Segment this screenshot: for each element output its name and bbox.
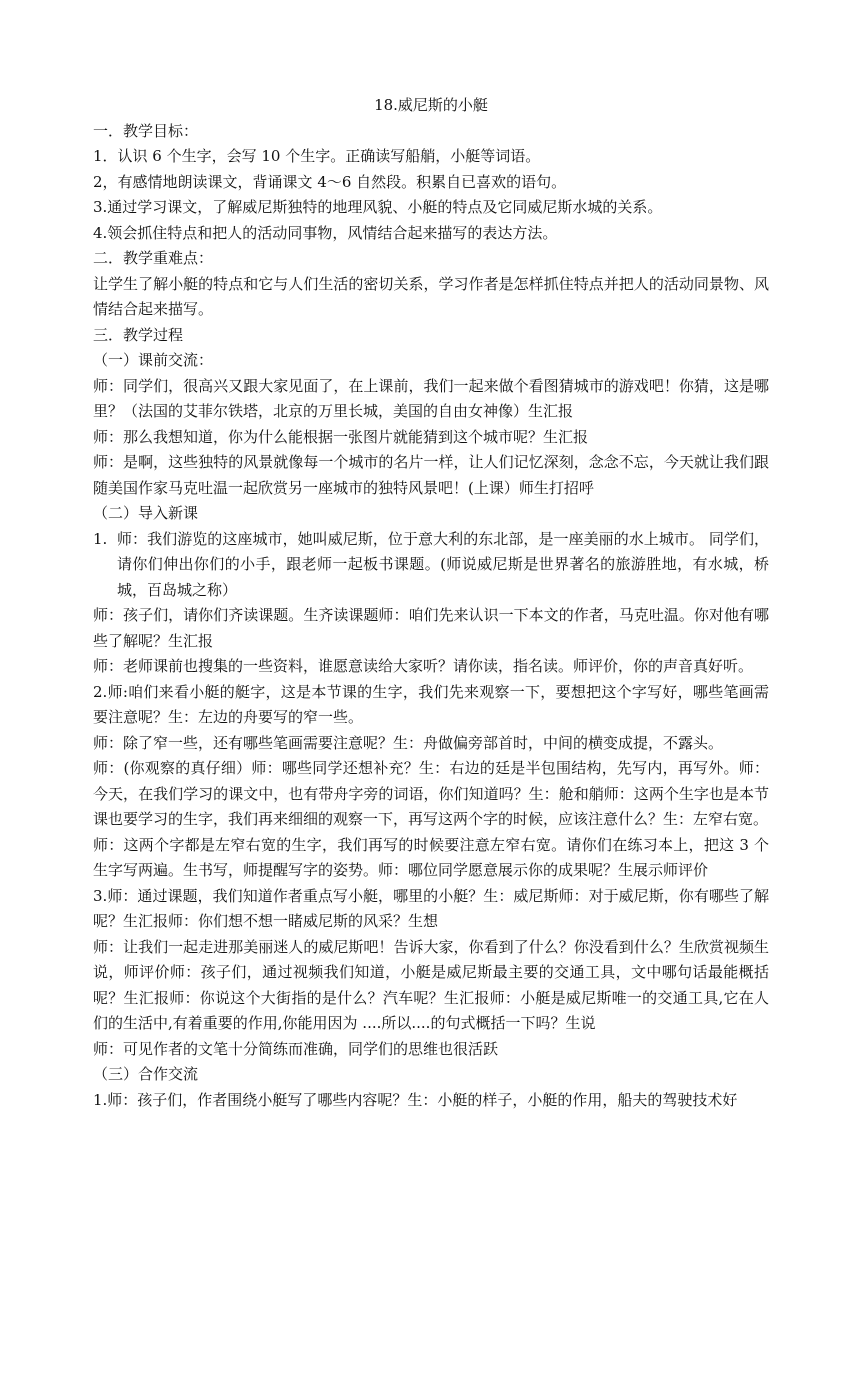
paragraph: 师：同学们，很高兴又跟大家见面了，在上课前，我们一起来做个看图猜城市的游戏吧！你猜，这是哪里？（法国的艾菲尔铁塔，北京的万里长城，美国的自由女神像）生汇报 [93,376,769,420]
document-title: 18.威尼斯的小艇 [374,96,488,114]
numbered-list-item [93,527,769,604]
paragraph: 3.师：通过课题，我们知道作者重点写小艇，哪里的小艇？生：威尼斯师：对于威尼斯，你有哪些了解呢？生汇报师：你们想不想一睹威尼斯的风采？生想 [93,886,769,930]
paragraph: 师：老师课前也搜集的一些资料，谁愿意读给大家听？请你读，指名读。师评价，你的声音真好听。 [93,657,754,675]
paragraph: 1．认识 6 个生字，会写 10 个生字。正确读写船艄，小艇等词语。 [93,147,541,165]
paragraph: 三．教学过程 [93,325,184,344]
paragraph: 4.领会抓住特点和把人的活动同事物，风情结合起来描写的表达方法。 [93,223,558,242]
paragraph: 1.师：孩子们，作者围绕小艇写了哪些内容呢？生：小艇的样子，小艇的作用，船夫的驾驶技术好 [93,1090,738,1109]
paragraph: 让学生了解小艇的特点和它与人们生活的密切关系，学习作者是怎样抓住特点并把人的活动同景物、风情结合起来描写。 [93,274,769,318]
paragraph: 2，有感情地朗读课文，背诵课文 4～6 自然段。积累自已喜欢的语句。 [93,172,567,191]
paragraph: （三）合作交流 [93,1065,199,1083]
paragraph: 3.通过学习课文，了解威尼斯独特的地理风貌、小艇的特点及它同威尼斯水城的关系。 [93,198,663,216]
list-item-text: 师：我们游览的这座城市，她叫威尼斯，位于意大利的东北部，是一座美丽的水上城市。 同学们，请你们伸出你们的小手，跟老师一起板书课题。(师说威尼斯是世界著名的旅游胜地，有水城，桥城，百岛城之称） [117,529,769,599]
paragraph: 师：这两个字都是左窄右宽的生字，我们再写的时候要注意左窄右宽。请你们在练习本上，把这 3 个生字写两遍。生书写，师提醒写字的姿势。师：哪位同学愿意展示你的成果呢？生展示师评价 [93,835,769,879]
paragraph: （一）课前交流： [93,351,214,369]
paragraph: 二．教学重难点： [93,249,214,267]
paragraph: 2.师:咱们来看小艇的艇字，这是本节课的生字，我们先来观察一下，要想把这个字写好，哪些笔画需要注意呢？生：左边的舟要写的窄一些。 [93,682,769,726]
paragraph: 师：除了窄一些，还有哪些笔画需要注意呢？生：舟做偏旁部首时，中间的横变成提，不露头。 [93,733,724,752]
list-number: 1. [93,529,108,548]
paragraph: 师：(你观察的真仔细）师：哪些同学还想补充？生：右边的廷是半包围结构，先写内，再写外。师：今天，在我们学习的课文中，也有带舟字旁的词语，你们知道吗？生：舱和艄师：这两个生字也是本节课也要学习的生字，我们再来细细的观察一下，再写这两个字的时候，应该注意什么？生：左窄右宽。 [93,759,769,828]
paragraph: 师：让我们一起走进那美丽迷人的威尼斯吧！告诉大家，你看到了什么？你没看到什么？生欣赏视频生说，师评价师：孩子们，通过视频我们知道，小艇是威尼斯最主要的交通工具，文中哪句话最能概括呢？生汇报师：你说这个大街指的是什么？汽车呢？生汇报师：小艇是威尼斯唯一的交通工具,它在人们的生活中,有着重要的作用,你能用因为 ....所以....的句式概括一下吗？生说 [93,937,769,1032]
paragraph: 师：可见作者的文笔十分简练而准确，同学们的思维也很活跃 [93,1039,499,1058]
paragraph: （二）导入新课 [93,504,199,522]
paragraph: 师：孩子们，请你们齐读课题。生齐读课题师：咱们先来认识一下本文的作者，马克吐温。你对他有哪些了解呢？生汇报 [93,606,769,650]
paragraph: 师：那么我想知道，你为什么能根据一张图片就能猜到这个城市呢？生汇报 [93,427,589,446]
document-page [93,93,769,1113]
paragraph: 一．教学目标： [93,121,199,140]
paragraph: 师：是啊，这些独特的风景就像每一个城市的名片一样，让人们记忆深刻，念念不忘，今天就让我们跟随美国作家马克吐温一起欣赏另一座城市的独特风景吧！(上课）师生打招呼 [93,453,769,497]
